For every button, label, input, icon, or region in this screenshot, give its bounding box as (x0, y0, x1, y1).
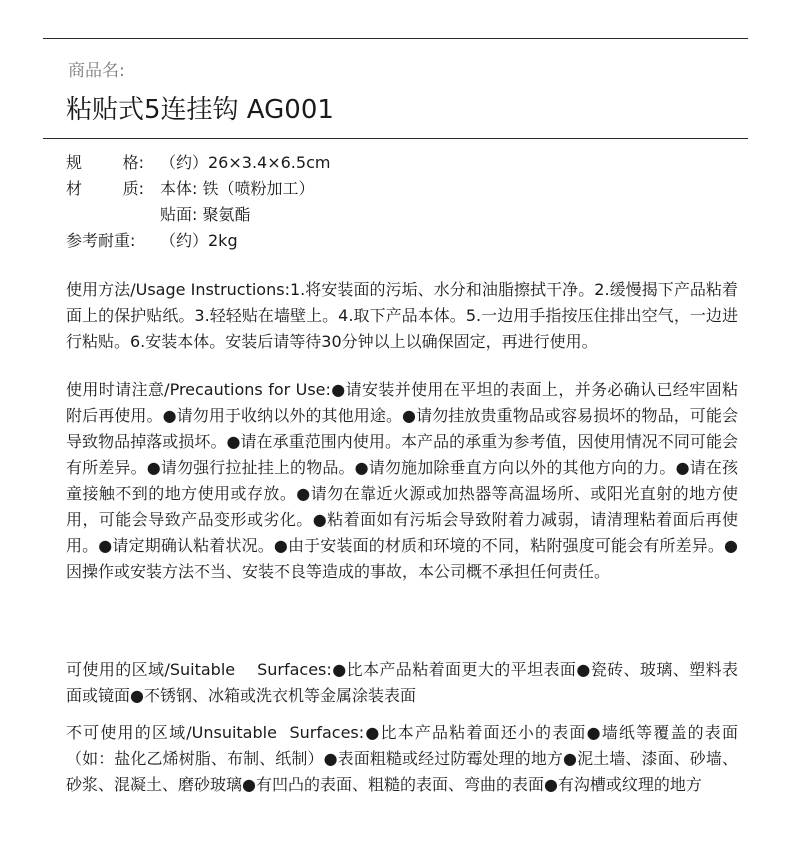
suitable-surfaces (66, 657, 738, 709)
unsuitable-label: 不可使用的区域/Unsuitable Surfaces: (66, 723, 365, 742)
usage-label: 使用方法/Usage Instructions: (66, 280, 290, 299)
spec-row-material (66, 176, 746, 202)
top-divider (43, 38, 748, 39)
product-name-label: 商品名: (68, 61, 125, 81)
spec-key-size: 规 格: (66, 153, 144, 172)
spec-value-load: （约）2kg (160, 231, 238, 250)
precautions-label: 使用时请注意/Precautions for Use: (66, 380, 331, 399)
spec-key-load: 参考耐重: (66, 231, 136, 250)
suitable-text: ●比本产品粘着面更大的平坦表面●瓷砖、玻璃、塑料表面或镜面●不锈钢、冰箱或洗衣机等金属涂装表面 (66, 660, 738, 705)
spec-value-size: （约）26×3.4×6.5cm (160, 153, 331, 172)
usage-instructions (66, 277, 738, 355)
spec-row-size (66, 150, 746, 176)
spec-value-material: 本体: 铁（喷粉加工） (160, 179, 315, 198)
spec-key-material: 材 质: (66, 179, 144, 198)
spec-row-pad (66, 202, 746, 228)
product-title: 粘贴式5连挂钩 AG001 (66, 95, 334, 125)
unsuitable-surfaces (66, 720, 738, 798)
spec-table (66, 150, 746, 254)
suitable-label: 可使用的区域/Suitable Surfaces: (66, 660, 332, 679)
spec-row-load (66, 228, 746, 254)
precautions (66, 377, 738, 585)
usage-text: 1.将安装面的污垢、水分和油脂擦拭干净。2.缓慢揭下产品粘着面上的保护贴纸。3.轻轻贴在墙壁上。4.取下产品本体。5.一边用手指按压住排出空气，一边进行粘贴。6.安装本体。安装后请等待30分钟以上以确保固定，再进行使用。 (66, 280, 738, 351)
precautions-text: ●请安装并使用在平坦的表面上，并务必确认已经牢固粘附后再使用。●请勿用于收纳以外的其他用途。●请勿挂放贵重物品或容易损坏的物品，可能会导致物品掉落或损坏。●请在承重范围内使用。本产品的承重为参考值，因使用情况不同可能会有所差异。●请勿强行拉扯挂上的物品。●请勿施加除垂直方向以外的其他方向的力。●请在孩童接触不到的地方使用或存放。●请勿在靠近火源或加热器等高温场所、或阳光直射的地方使用，可能会导致产品变形或劣化。●粘着面如有污垢会导致附着力减弱，请清理粘着面后再使用。●请定期确认粘着状况。●由于安装面的材质和环境的不同，粘附强度可能会有所差异。●因操作或安装方法不当、安装不良等造成的事故，本公司概不承担任何责任。 (66, 380, 738, 581)
unsuitable-text: ●比本产品粘着面还小的表面●墙纸等覆盖的表面（如：盐化乙烯树脂、布制、纸制）●表面粗糙或经过防霉处理的地方●泥土墙、漆面、砂墙、砂浆、混凝土、磨砂玻璃●有凹凸的表面、粗糙的表面、弯曲的表面●有沟槽或纹理的地方 (66, 723, 738, 794)
header-divider (43, 138, 748, 139)
spec-value-pad: 贴面: 聚氨酯 (160, 205, 251, 224)
